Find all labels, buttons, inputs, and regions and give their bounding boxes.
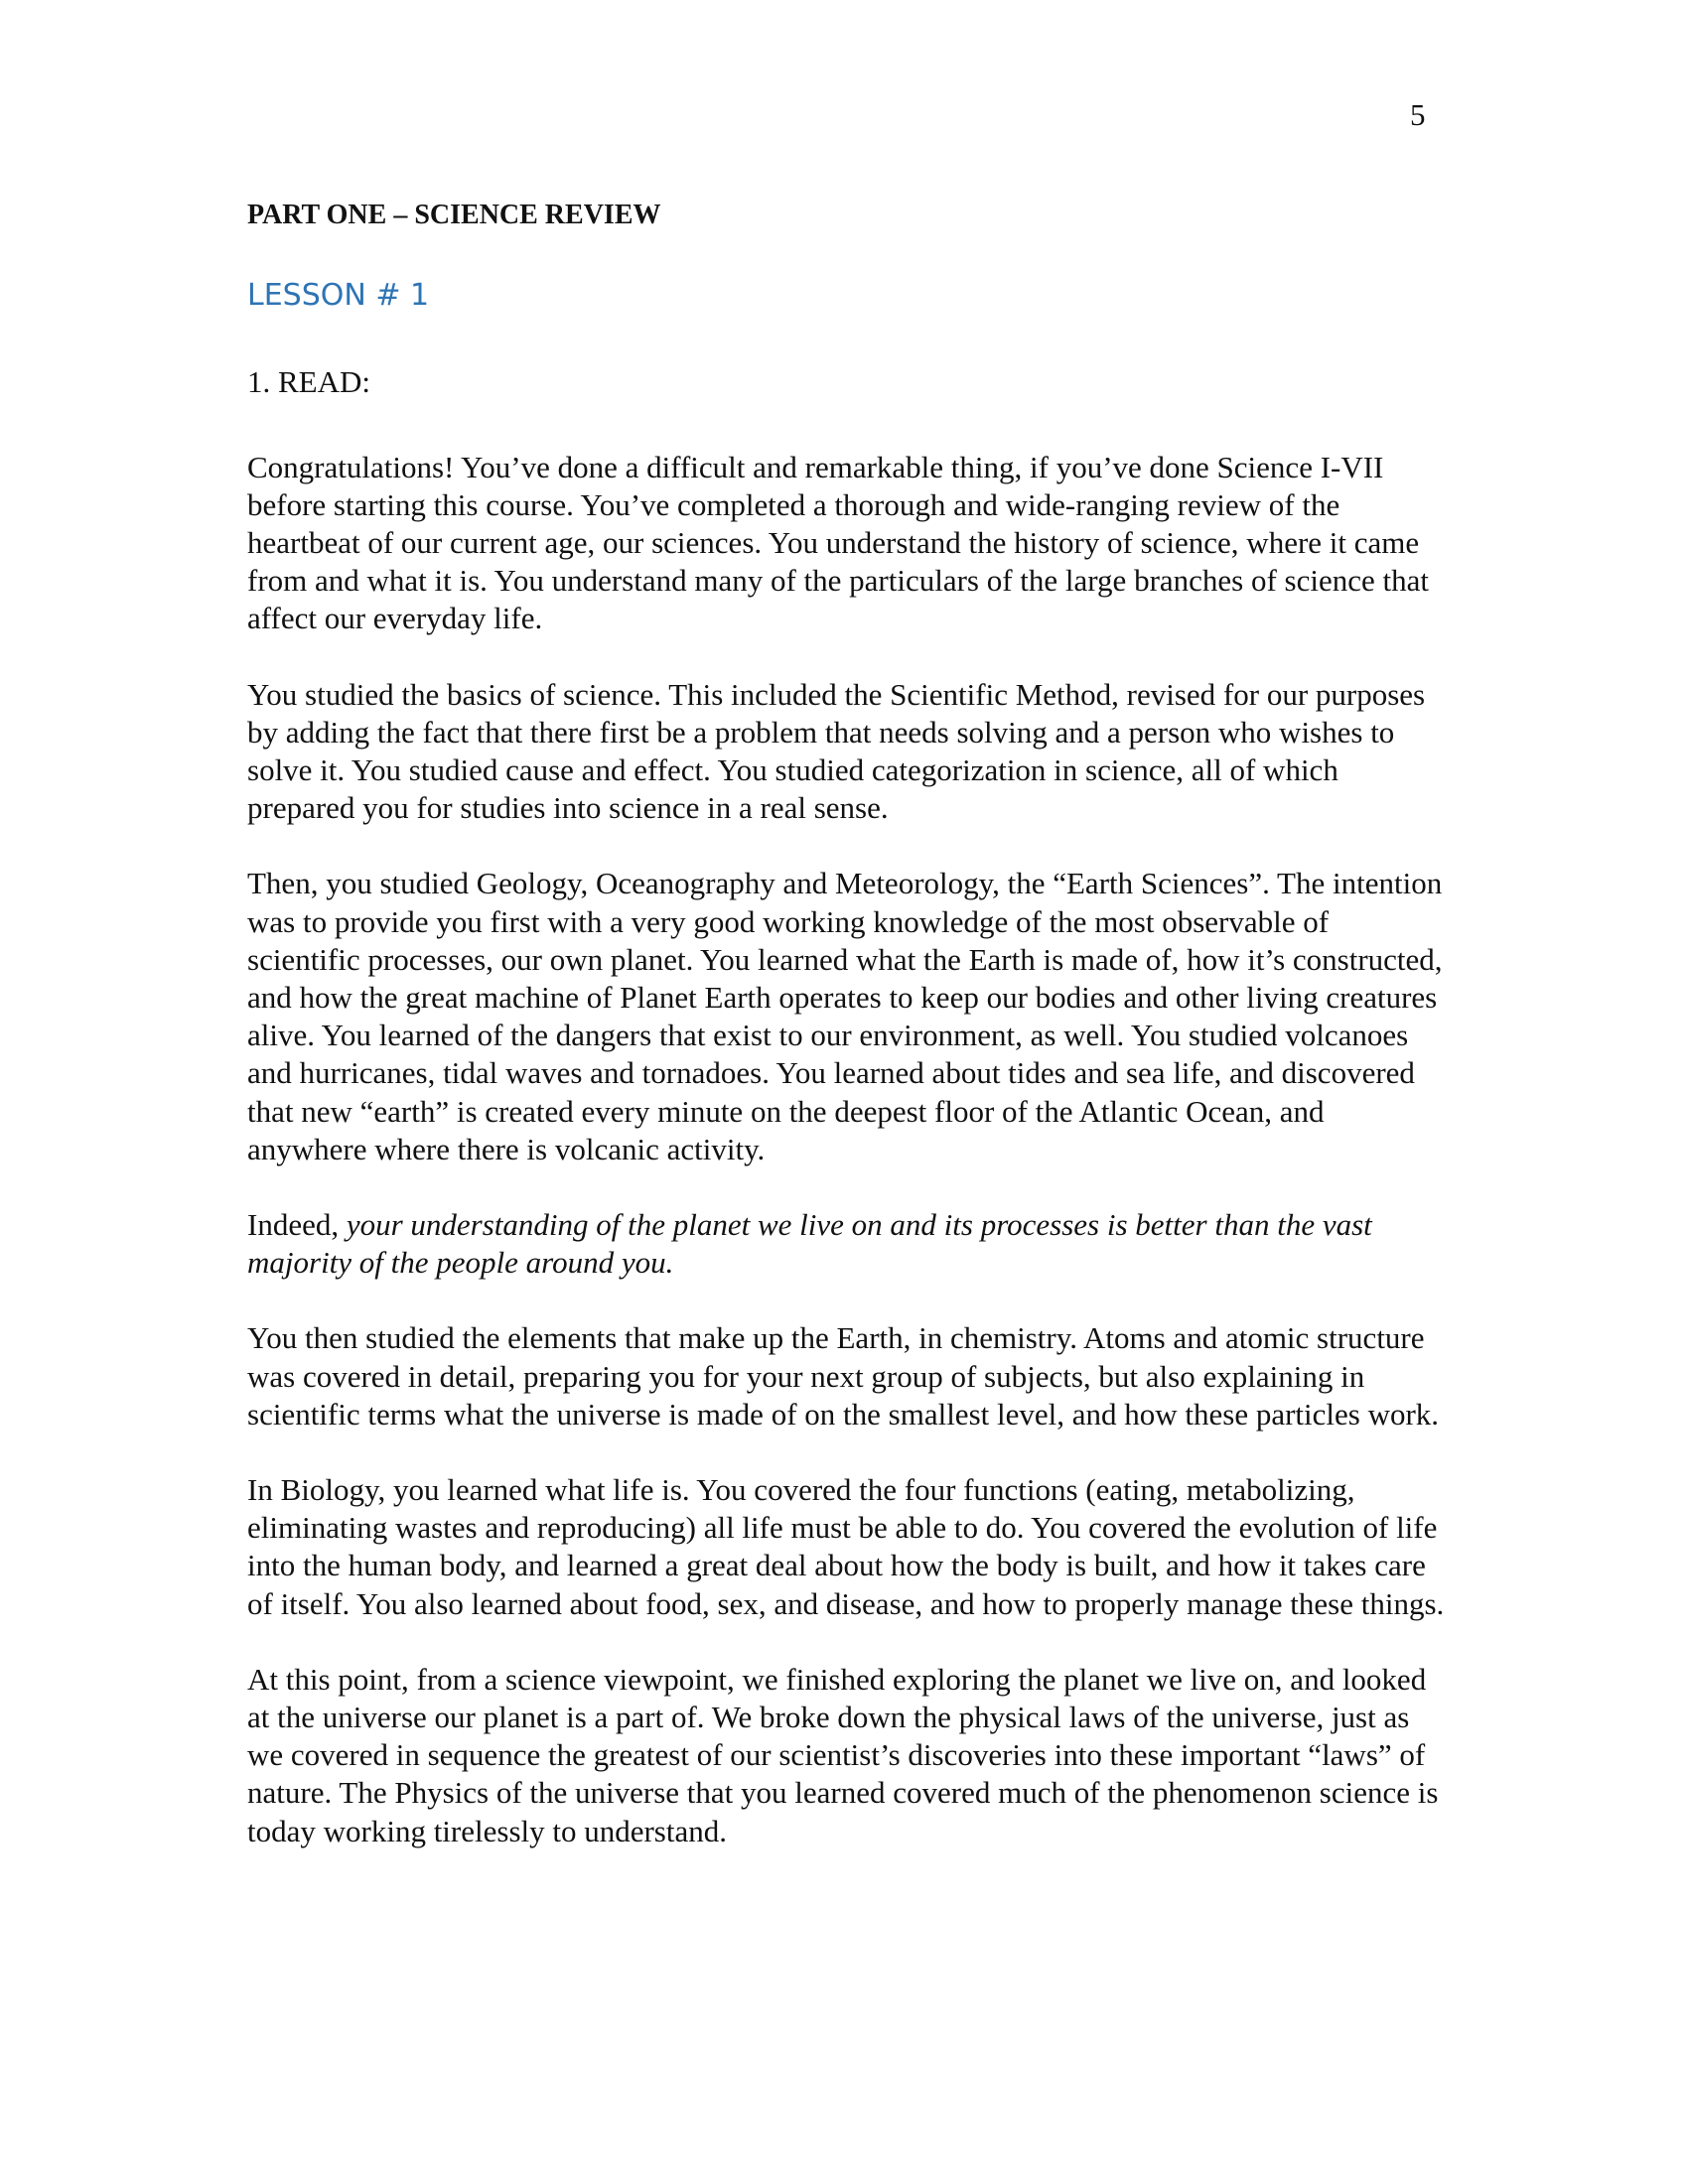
lesson-heading: LESSON # 1 [247,277,430,313]
section-label: 1. READ: [247,363,370,399]
paragraph-biology: In Biology, you learned what life is. You covered the four functions (eating, metabolizing, eliminating wastes and reproducing) all life must be able to do. You covered the evolution of life into the human body, and learned a great deal about how the body is built, and how it takes care of itself. You also learned about food, sex, and disease, and how to properly manage these things. [247,1472,1445,1621]
paragraph-chemistry: You then studied the elements that make up the Earth, in chemistry. Atoms and atomic structure was covered in detail, preparing you for your next group of subjects, but also explaining in scientific terms what the universe is made of on the smallest level, and how these particles work. [247,1320,1440,1432]
part-heading: PART ONE – SCIENCE REVIEW [247,200,661,230]
paragraph-congratulations: Congratulations! You’ve done a difficult and remarkable thing, if you’ve done Science I-VII before starting this course. You’ve completed a thorough and wide-ranging review of the heartbeat of our current age, our sciences. You understand the history of science, where it came from and what it is. You understand many of the particulars of the large branches of science that affect our everyday life. [247,449,1430,636]
paragraph-physics: At this point, from a science viewpoint, we finished exploring the planet we live on, and looked at the universe our planet is a part of. We broke down the physical laws of the universe, just as we covered in sequence the greatest of our scientist’s discoveries into these important “laws” of nature. The Physics of the universe that you learned covered much of the phenomenon science is today working tirelessly to understand. [247,1661,1439,1848]
paragraph-basics-of-science: You studied the basics of science. This included the Scientific Method, revised for our purposes by adding the fact that there first be a problem that needs solving and a person who wishes to solve it. You studied cause and effect. You studied categorization in science, all of which prepared you for studies into science in a real sense. [247,676,1426,826]
paragraph-understanding [247,1206,1449,1282]
paragraph-understanding-italic: your understanding of the planet we live on and its processes is better than the vast majority of the people around you. [247,1207,1372,1281]
document-body [247,199,1449,1850]
page-number: 5 [1410,97,1426,132]
paragraph-earth-sciences: Then, you studied Geology, Oceanography and Meteorology, the “Earth Sciences”. The intention was to provide you first with a very good working knowledge of the most observable of scientific processes, our own planet. You learned what the Earth is made of, how it’s constructed, and how the great machine of Planet Earth operates to keep our bodies and other living creatures alive. You learned of the dangers that exist to our environment, as well. You studied volcanoes and hurricanes, tidal waves and tornadoes. You learned about tides and sea life, and discovered that new “earth” is created every minute on the deepest floor of the Atlantic Ocean, and anywhere where there is volcanic activity. [247,866,1443,1166]
paragraph-understanding-lead: Indeed, [247,1207,347,1243]
